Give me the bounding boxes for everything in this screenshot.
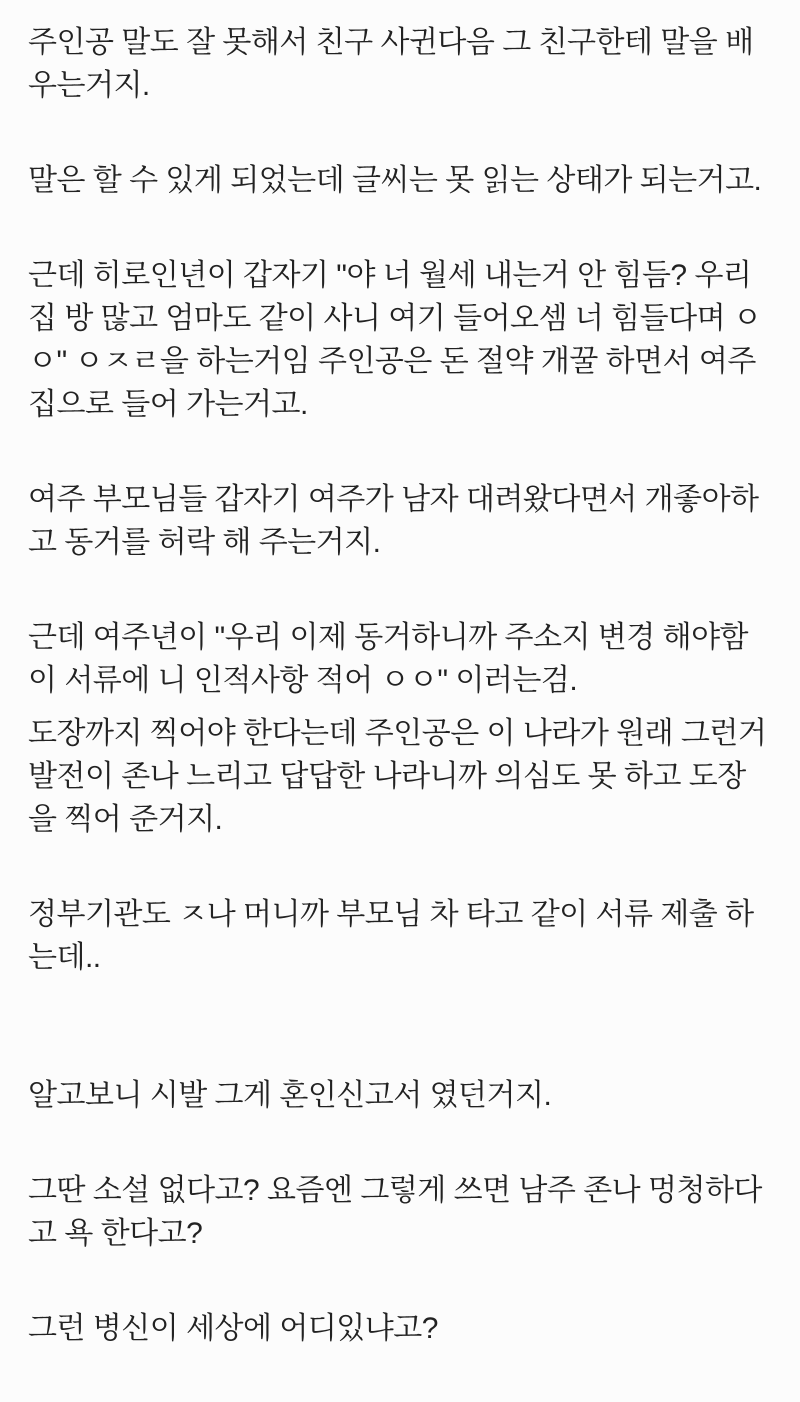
post-paragraph: 말은 할 수 있게 되었는데 글씨는 못 읽는 상태가 되는거고. — [28, 164, 762, 197]
post-paragraph: 근데 여주년이 "우리 이제 동거하니까 주소지 변경 해야함 이 서류에 니 인적사항 적어 ㅇㅇ" 이러는검. — [28, 621, 749, 697]
post-paragraph: 그딴 소설 없다고? 요즘엔 그렇게 쓰면 남주 존나 멍청하다고 욕 한다고? — [28, 1174, 762, 1250]
post-paragraph: 정부기관도 ㅈ나 머니까 부모님 차 타고 같이 서류 제출 하는데.. — [28, 898, 754, 974]
post-paragraph: 알고보니 시발 그게 혼인신고서 였던거지. — [28, 1079, 552, 1112]
post-paragraph: 여주 부모님들 갑자기 여주가 남자 대려왔다면서 개좋아하고 동거를 허락 해 주는거지. — [28, 483, 759, 559]
post-paragraph: 주인공 말도 잘 못해서 친구 사귄다음 그 친구한테 말을 배우는거지. — [28, 26, 754, 102]
post-paragraph: 도장까지 찍어야 한다는데 주인공은 이 나라가 원래 그런거 발전이 존나 느리고 답답한 나라니까 의심도 못 하고 도장을 찍어 준거지. — [28, 717, 767, 836]
post-paragraph: 그런 병신이 세상에 어디있냐고? — [28, 1312, 438, 1345]
post-paragraph: 근데 히로인년이 갑자기 "야 너 월세 내는거 안 힘듬? 우리집 방 많고 엄마도 같이 사니 여기 들어오셈 너 힘들다며 ㅇㅇ" ㅇㅈㄹ을 하는거임 주인공은 돈 절약 개꿀 하면서 여주 집으로 들어 가는거고. — [28, 259, 762, 421]
